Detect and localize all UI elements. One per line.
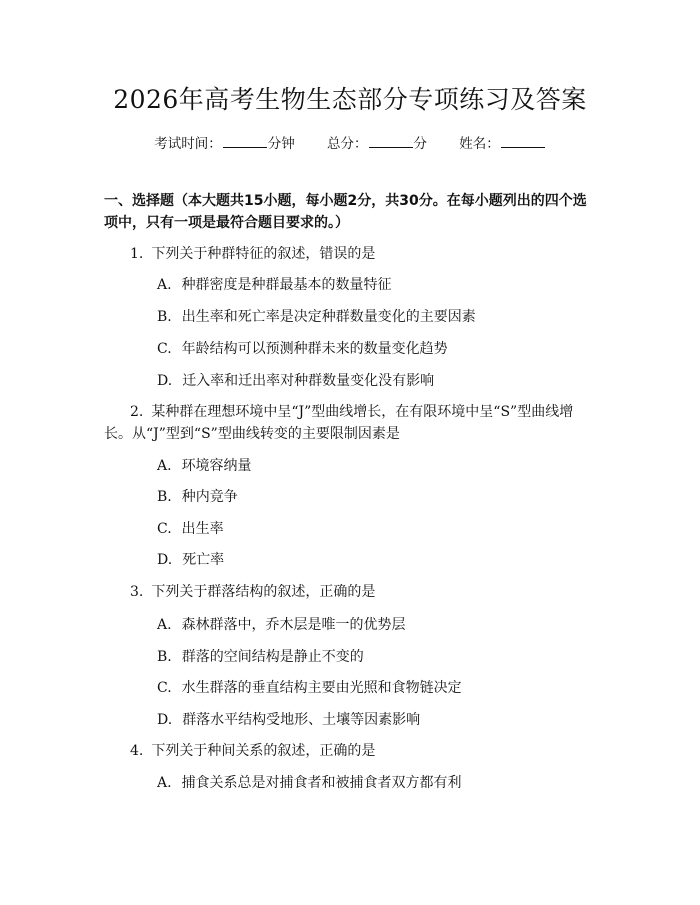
exam-time-field bbox=[154, 136, 299, 152]
option-text: 出生率和死亡率是决定种群数量变化的主要因素 bbox=[181, 309, 476, 325]
exam-time-unit: 分钟 bbox=[267, 136, 295, 152]
option-text: 迁入率和迁出率对种群数量变化没有影响 bbox=[182, 373, 435, 389]
option-1b bbox=[157, 306, 476, 328]
option-1d bbox=[157, 370, 434, 392]
option-letter: A. bbox=[157, 277, 172, 293]
option-letter: B. bbox=[157, 649, 172, 665]
option-text: 出生率 bbox=[181, 521, 224, 537]
option-letter: C. bbox=[157, 680, 172, 696]
question-number: 4. bbox=[130, 743, 144, 759]
option-letter: D. bbox=[157, 373, 173, 389]
question-text: 下列关于群落结构的叙述，正确的是 bbox=[151, 584, 376, 600]
option-text: 捕食关系总是对捕食者和被捕食者双方都有利 bbox=[181, 775, 462, 791]
question-number: 1. bbox=[130, 246, 144, 262]
name-label: 姓名： bbox=[459, 136, 500, 152]
option-1a bbox=[157, 274, 392, 296]
option-1c bbox=[157, 338, 448, 360]
option-letter: C. bbox=[157, 341, 172, 357]
option-text: 水生群落的垂直结构主要由光照和食物链决定 bbox=[181, 680, 462, 696]
option-letter: D. bbox=[157, 552, 173, 568]
question-number: 2. bbox=[130, 404, 144, 420]
option-2b bbox=[157, 486, 238, 508]
exam-meta bbox=[0, 132, 700, 152]
option-4a bbox=[157, 772, 462, 794]
option-3c bbox=[157, 677, 462, 699]
question-3 bbox=[130, 581, 375, 603]
question-text: 下列关于种群特征的叙述，错误的是 bbox=[151, 246, 376, 262]
option-3b bbox=[157, 646, 364, 668]
total-score-unit: 分 bbox=[413, 136, 427, 152]
question-2 bbox=[130, 401, 573, 423]
option-text: 年龄结构可以预测种群未来的数量变化趋势 bbox=[181, 341, 448, 357]
name-blank bbox=[501, 135, 545, 148]
total-score-label: 总分： bbox=[327, 136, 368, 152]
question-4 bbox=[130, 740, 375, 762]
option-text: 死亡率 bbox=[182, 552, 225, 568]
option-3d bbox=[157, 709, 420, 731]
question-2-continued: 长。从“J”型到“S”型曲线转变的主要限制因素是 bbox=[104, 426, 400, 442]
option-letter: A. bbox=[157, 458, 172, 474]
name-field bbox=[459, 136, 546, 152]
option-2d bbox=[157, 549, 224, 571]
exam-time-blank bbox=[223, 135, 267, 148]
option-letter: D. bbox=[157, 712, 173, 728]
question-text: 下列关于种间关系的叙述，正确的是 bbox=[151, 743, 376, 759]
option-text: 群落水平结构受地形、土壤等因素影响 bbox=[182, 712, 421, 728]
option-letter: B. bbox=[157, 489, 172, 505]
option-letter: C. bbox=[157, 521, 172, 537]
page-title: 2026年高考生物生态部分专项练习及答案 bbox=[113, 85, 587, 114]
option-3a bbox=[157, 614, 406, 636]
total-score-field bbox=[327, 136, 431, 152]
option-text: 种内竞争 bbox=[181, 489, 238, 505]
question-1 bbox=[130, 243, 375, 265]
exam-time-label: 考试时间： bbox=[154, 136, 222, 152]
option-text: 环境容纳量 bbox=[181, 458, 252, 474]
question-text: 某种群在理想环境中呈“J”型曲线增长，在有限环境中呈“S”型曲线增 bbox=[151, 404, 574, 420]
total-score-blank bbox=[369, 135, 413, 148]
question-number: 3. bbox=[130, 584, 144, 600]
option-letter: A. bbox=[157, 617, 172, 633]
option-2c bbox=[157, 518, 224, 540]
option-2a bbox=[157, 455, 252, 477]
section-heading: 一、选择题（本大题共15小题，每小题2分，共30分。在每小题列出的四个选项中，只有一项是最符合题目要求的。） bbox=[104, 193, 587, 231]
option-letter: B. bbox=[157, 309, 172, 325]
option-letter: A. bbox=[157, 775, 172, 791]
option-text: 森林群落中，乔木层是唯一的优势层 bbox=[181, 617, 406, 633]
option-text: 群落的空间结构是静止不变的 bbox=[181, 649, 364, 665]
option-text: 种群密度是种群最基本的数量特征 bbox=[181, 277, 392, 293]
